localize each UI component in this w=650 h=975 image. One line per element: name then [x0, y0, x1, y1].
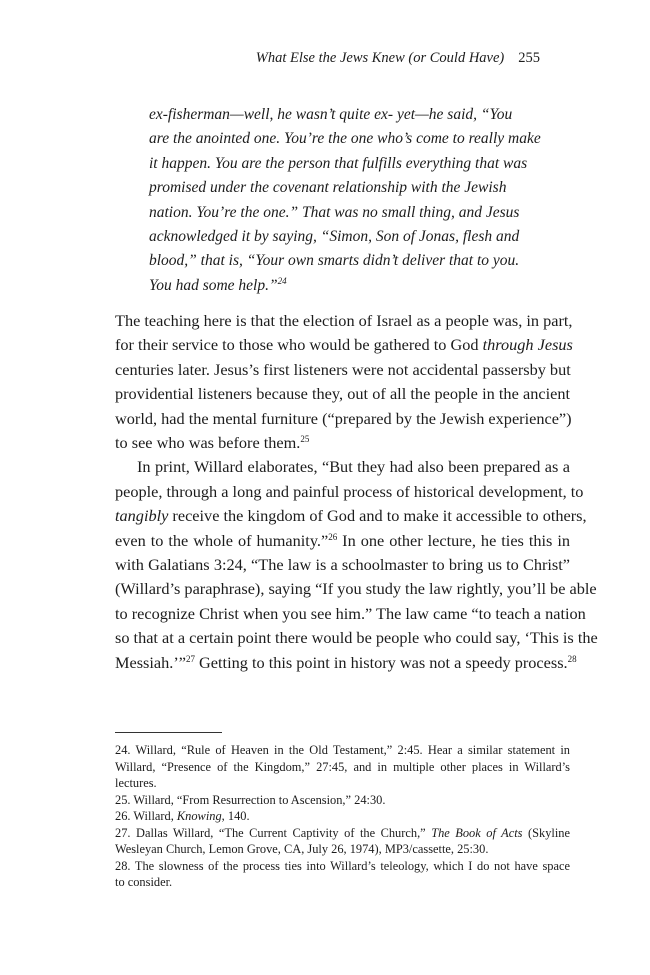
quote-line: acknowledged it by saying, “Simon, Son of Jonas, flesh and [149, 228, 520, 246]
paragraph-2-line: people, through a long and painful process of historical development, to [115, 481, 584, 501]
paragraph-2-line [115, 504, 587, 528]
text-run: even to the whole of humanity.” [115, 530, 329, 550]
text-run: 26. Willard, [115, 809, 177, 823]
paragraph-1-line: The teaching here is that the election of Israel as a people was, in part, [115, 311, 573, 330]
paragraph-2-line: to recognize Christ when you see him.” The law came “to teach a nation [115, 603, 586, 623]
text-run: , 140. [221, 809, 250, 823]
text-run: 27. Dallas Willard, “The Current Captivity of the Church,” [115, 825, 432, 840]
paragraph-2-line [115, 529, 570, 553]
paragraph-1-line: centuries later. Jesus’s first listeners were not accidental passersby but [115, 359, 571, 379]
quote-line: ex-fisherman—well, he wasn’t quite ex- yet—he said, “You [149, 106, 513, 123]
footnote-27-line: Wesleyan Church, Lemon Grove, CA, July 26, 1974), MP3/cassette, 25:30. [115, 842, 489, 856]
footnote-ref-25[interactable]: 25 [300, 434, 310, 445]
quote-line: nation. You’re the one.” That was no small thing, and Jesus [149, 203, 520, 221]
footnote-26 [115, 808, 570, 825]
paragraph-2-line [115, 651, 577, 675]
text-run: In one other lecture, he ties this in [337, 530, 571, 550]
footnote-28-line: to consider. [115, 875, 173, 889]
footnote-24-line: lectures. [115, 776, 157, 790]
text-run: to see who was before them. [115, 433, 301, 453]
text-run: Getting to this point in history was not a speedy process. [194, 652, 568, 672]
block-quote [149, 103, 541, 298]
paragraph-2-line: In print, Willard elaborates, “But they had also been prepared as a [137, 457, 570, 477]
footnote-24-line: Willard, “Presence of the Kingdom,” 27:45, and in multiple other places in Willard’s [115, 759, 570, 774]
footnote-ref-27[interactable]: 27 [185, 653, 195, 664]
paragraph-1-line: providential listeners because they, out of all the people in the ancient [115, 384, 570, 404]
quote-line [149, 274, 529, 298]
quote-line: blood,” that is, “Your own smarts didn’t deliver that to you. [149, 252, 520, 270]
series-title: The Book of Acts [431, 825, 523, 840]
paragraph-1-line: world, had the mental furniture (“prepared by the Jewish experience”) [115, 408, 572, 428]
paragraph-1-line [115, 431, 570, 455]
text-run: for their service to those who would be gathered to God [115, 335, 483, 355]
footnote-ref-28[interactable]: 28 [567, 653, 577, 664]
book-title: Knowing [176, 809, 222, 823]
text-run: Messiah.’” [115, 652, 186, 672]
footnote-ref-24[interactable]: 24 [277, 275, 287, 286]
paragraph-2-line: so that at a certain point there would be people who could say, ‘This is the [115, 628, 598, 648]
footnote-ref-26[interactable]: 26 [328, 531, 338, 542]
running-header [256, 50, 540, 67]
paragraph-2-line: (Willard’s paraphrase), saying “If you study the law rightly, you’ll be able [115, 579, 597, 599]
footnote-27-line [115, 825, 570, 842]
footnote-28-line: 28. The slowness of the process ties into Willard’s teleology, which I do not have space [115, 858, 570, 873]
footnotes [115, 742, 570, 891]
footnote-25: 25. Willard, “From Resurrection to Ascension,” 24:30. [115, 792, 386, 807]
page-number: 255 [518, 50, 540, 66]
footnote-divider [115, 732, 222, 733]
text-run: (Skyline [522, 825, 570, 840]
paragraph-1-line [115, 333, 573, 357]
quote-line: promised under the covenant relationship with the Jewish [149, 179, 507, 197]
running-title: What Else the Jews Knew (or Could Have) [255, 50, 505, 66]
text-run: receive the kingdom of God and to make it accessible to others, [168, 506, 587, 526]
paragraph-2-line: with Galatians 3:24, “The law is a schoolmaster to bring us to Christ” [115, 555, 570, 575]
quote-text: You had some help.” [149, 276, 278, 294]
quote-line: are the anointed one. You’re the one who’s come to really make [149, 130, 541, 148]
emphasis-text: tangibly [115, 506, 169, 526]
quote-line: it happen. You are the person that fulfills everything that was [149, 154, 528, 172]
emphasis-text: through Jesus [482, 335, 573, 355]
body-text [115, 309, 598, 675]
footnote-24-line: 24. Willard, “Rule of Heaven in the Old Testament,” 2:45. Hear a similar statement in [115, 743, 570, 757]
